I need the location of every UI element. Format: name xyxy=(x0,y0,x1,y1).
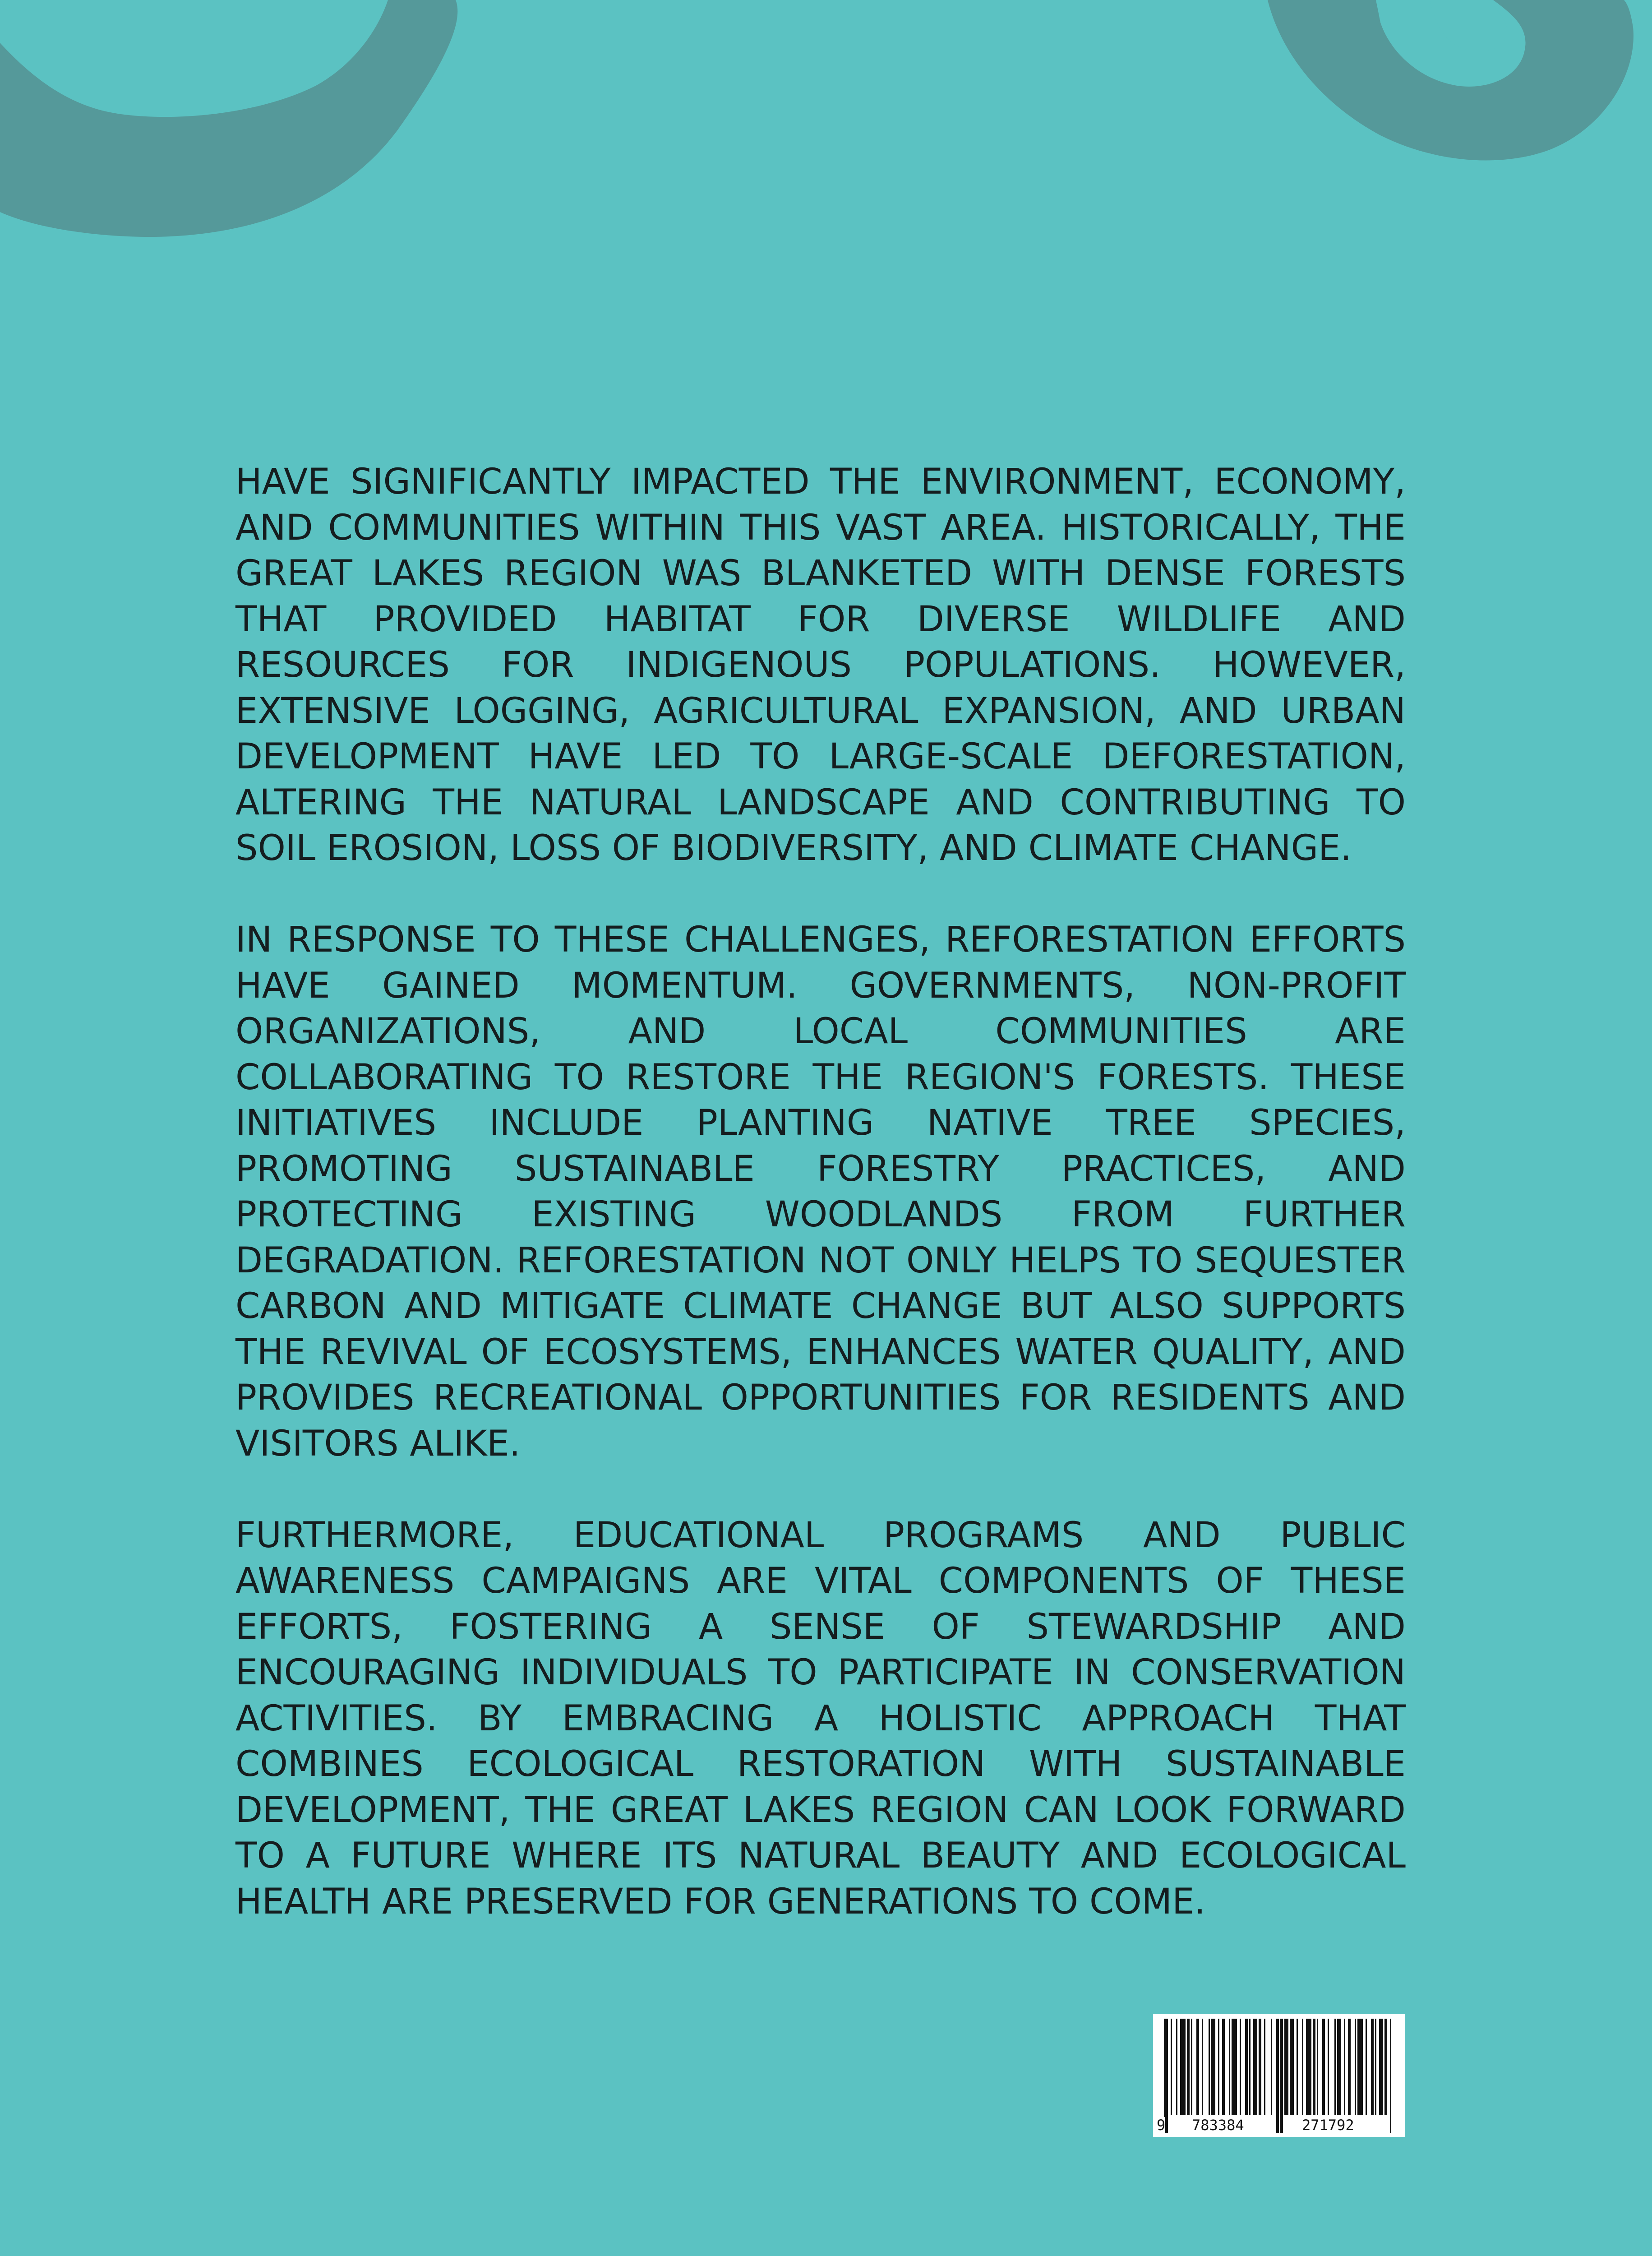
barcode-bar xyxy=(1180,2019,1186,2115)
barcode-bars xyxy=(1153,2014,1405,2137)
barcode-bar xyxy=(1322,2019,1325,2115)
barcode-bar xyxy=(1328,2019,1329,2115)
barcode-bar xyxy=(1317,2019,1318,2115)
decor-stroke-top-right-inner xyxy=(1430,0,1507,51)
barcode-bar xyxy=(1284,2019,1288,2115)
barcode-bar xyxy=(1211,2019,1215,2115)
barcode-bar xyxy=(1384,2019,1387,2115)
barcode-bar xyxy=(1375,2019,1376,2115)
barcode-bar xyxy=(1290,2019,1294,2115)
barcode-bar xyxy=(1280,2019,1283,2133)
barcode-bar xyxy=(1209,2019,1210,2115)
barcode-bar xyxy=(1348,2019,1351,2115)
barcode-bar xyxy=(1302,2019,1303,2115)
barcode-bar xyxy=(1306,2019,1311,2115)
decor-stroke-top-left xyxy=(0,0,457,237)
barcode-right-digits: 271792 xyxy=(1302,2117,1354,2134)
barcode-bar xyxy=(1390,2019,1391,2133)
barcode-bar xyxy=(1232,2019,1237,2115)
barcode-bar xyxy=(1202,2019,1203,2115)
isbn-barcode xyxy=(1153,2014,1405,2137)
barcode-bar xyxy=(1245,2019,1248,2115)
barcode-bar xyxy=(1240,2019,1241,2115)
barcode-bar xyxy=(1344,2019,1345,2115)
barcode-bar xyxy=(1355,2019,1356,2115)
barcode-bar xyxy=(1334,2019,1336,2115)
barcode-bar xyxy=(1276,2019,1279,2133)
barcode-bar xyxy=(1164,2019,1168,2133)
barcode-bar xyxy=(1313,2019,1315,2115)
barcode-bar xyxy=(1337,2019,1341,2115)
paragraph-education: FURTHERMORE, EDUCATIONAL PROGRAMS AND PUBLIC AWARENESS CAMPAIGNS ARE VITAL COMPONENTS OF THESE EFFORTS, FOSTERING A SENSE OF STEWARDSHIP AND ENCOURAGING INDIVIDUALS TO PARTICIPATE IN CONSERVATION ACTIVITIES. BY EMBRACING A HOLISTIC APPROACH THAT COMBINES ECOLOGICAL RESTORATION WITH SUSTAINABLE DEVELOPMENT, THE GREAT LAKES REGION CAN LOOK FORWARD TO A FUTURE WHERE ITS NATURAL BEAUTY AND ECOLOGICAL HEALTH ARE PRESERVED FOR GENERATIONS TO COME. xyxy=(235,1515,1406,1922)
barcode-bar xyxy=(1222,2019,1225,2115)
barcode-bar xyxy=(1357,2019,1363,2115)
barcode-bar xyxy=(1259,2019,1261,2115)
barcode-bar xyxy=(1229,2019,1230,2115)
barcode-bar xyxy=(1171,2019,1172,2115)
barcode-bar xyxy=(1187,2019,1190,2115)
barcode-bar xyxy=(1218,2019,1219,2115)
barcode-bar xyxy=(1297,2019,1298,2115)
paragraph-deforestation: HAVE SIGNIFICANTLY IMPACTED THE ENVIRONMENT, ECONOMY, AND COMMUNITIES WITHIN THIS VAST AREA. HISTORICALLY, THE GREAT LAKES REGION WAS BLANKETED WITH DENSE FORESTS THAT PROVIDED HABITAT FOR DIVERSE WILDLIFE AND RESOURCES FOR INDIGENOUS POPULATIONS. HOWEVER, EXTENSIVE LOGGING, AGRICULTURAL EXPANSION, AND URBAN DEVELOPMENT HAVE LED TO LARGE-SCALE DEFORESTATION, ALTERING THE NATURAL LANDSCAPE AND CONTRIBUTING TO SOIL EROSION, LOSS OF BIODIVERSITY, AND CLIMATE CHANGE. xyxy=(235,462,1406,869)
barcode-first-digit: 9 xyxy=(1157,2117,1166,2134)
barcode-bar xyxy=(1264,2019,1265,2115)
barcode-bar xyxy=(1366,2019,1367,2115)
barcode-bar xyxy=(1191,2019,1192,2115)
barcode-bar xyxy=(1371,2019,1374,2115)
barcode-bar xyxy=(1379,2019,1383,2115)
barcode-bar xyxy=(1253,2019,1257,2115)
barcode-left-digits: 783384 xyxy=(1192,2117,1244,2134)
back-cover-text xyxy=(235,459,1406,1925)
barcode-bar xyxy=(1176,2019,1177,2115)
paragraph-reforestation: IN RESPONSE TO THESE CHALLENGES, REFORESTATION EFFORTS HAVE GAINED MOMENTUM. GOVERNMENTS, NON-PROFIT ORGANIZATIONS, AND LOCAL COMMUNITIES ARE COLLABORATING TO RESTORE THE REGION'S FORESTS. THESE INITIATIVES INCLUDE PLANTING NATIVE TREE SPECIES, PROMOTING SUSTAINABLE FORESTRY PRACTICES, AND PROTECTING EXISTING WOODLANDS FROM FURTHER DEGRADATION. REFORESTATION NOT ONLY HELPS TO SEQUESTER CARBON AND MITIGATE CLIMATE CHANGE BUT ALSO SUPPORTS THE REVIVAL OF ECOSYSTEMS, ENHANCES WATER QUALITY, AND PROVIDES RECREATIONAL OPPORTUNITIES FOR RESIDENTS AND VISITORS ALIKE. xyxy=(235,920,1406,1464)
barcode-bar xyxy=(1271,2019,1272,2115)
barcode-bar xyxy=(1196,2019,1199,2115)
barcode-bar xyxy=(1249,2019,1251,2115)
